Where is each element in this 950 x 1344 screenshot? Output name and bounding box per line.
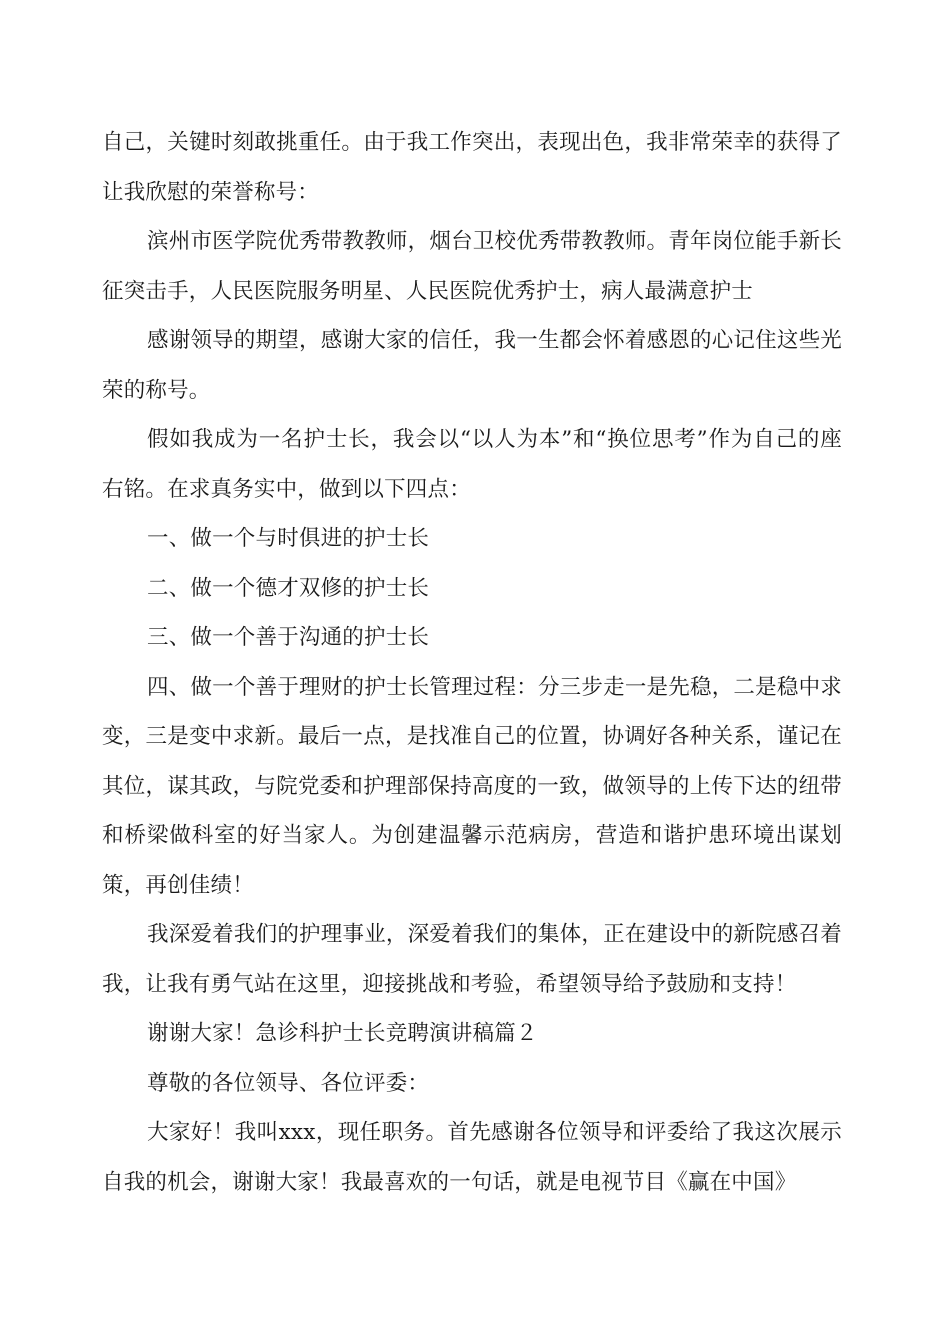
list-item-3: 三、做一个善于沟通的护士长 [147,625,430,650]
paragraph-motto: 假如我成为一名护士长，我会以“以人为本”和“换位思考”作为自己的座右铭。在求真务实中，做到以下四点： [102,427,842,502]
list-item-2: 二、做一个德才双修的护士长 [147,575,430,601]
paragraph-closing: 我深爱着我们的护理事业，深爱着我们的集体，正在建设中的新院感召着我，让我有勇气站在这里，迎接挑战和考验，希望领导给予鼓励和支持！ [102,922,842,997]
paragraph-honors: 滨州市医学院优秀带教教师，烟台卫校优秀带教教师。青年岗位能手新长征突击手，人民医院服务明星、人民医院优秀护士，病人最满意护士 [102,229,842,304]
document-body [102,118,842,1207]
paragraph-introduction: 大家好！我叫xxx，现任职务。首先感谢各位领导和评委给了我这次展示自我的机会，谢谢大家！我最喜欢的一句话，就是电视节目《赢在中国》 [102,1120,842,1195]
list-item-1: 一、做一个与时俱进的护士长 [147,526,430,551]
paragraph-thanks: 感谢领导的期望，感谢大家的信任，我一生都会怀着感恩的心记住这些光荣的称号。 [102,328,842,403]
list-item-4: 四、做一个善于理财的护士长管理过程：分三步走一是先稳，二是稳中求变，三是变中求新。最后一点，是找准自己的位置，协调好各种关系，谨记在其位，谋其政，与院党委和护理部保持高度的一致，做领导的上传下达的纽带和桥梁做科室的好当家人。为创建温馨示范病房，营造和谐护患环境出谋划策，再创佳绩！ [102,674,842,898]
paragraph-continuation: 自己，关键时刻敢挑重任。由于我工作突出，表现出色，我非常荣幸的获得了让我欣慰的荣誉称号： [102,130,842,205]
section-heading: 谢谢大家！急诊科护士长竞聘演讲稿篇２ [147,1021,538,1046]
paragraph-salutation: 尊敬的各位领导、各位评委： [147,1070,430,1096]
